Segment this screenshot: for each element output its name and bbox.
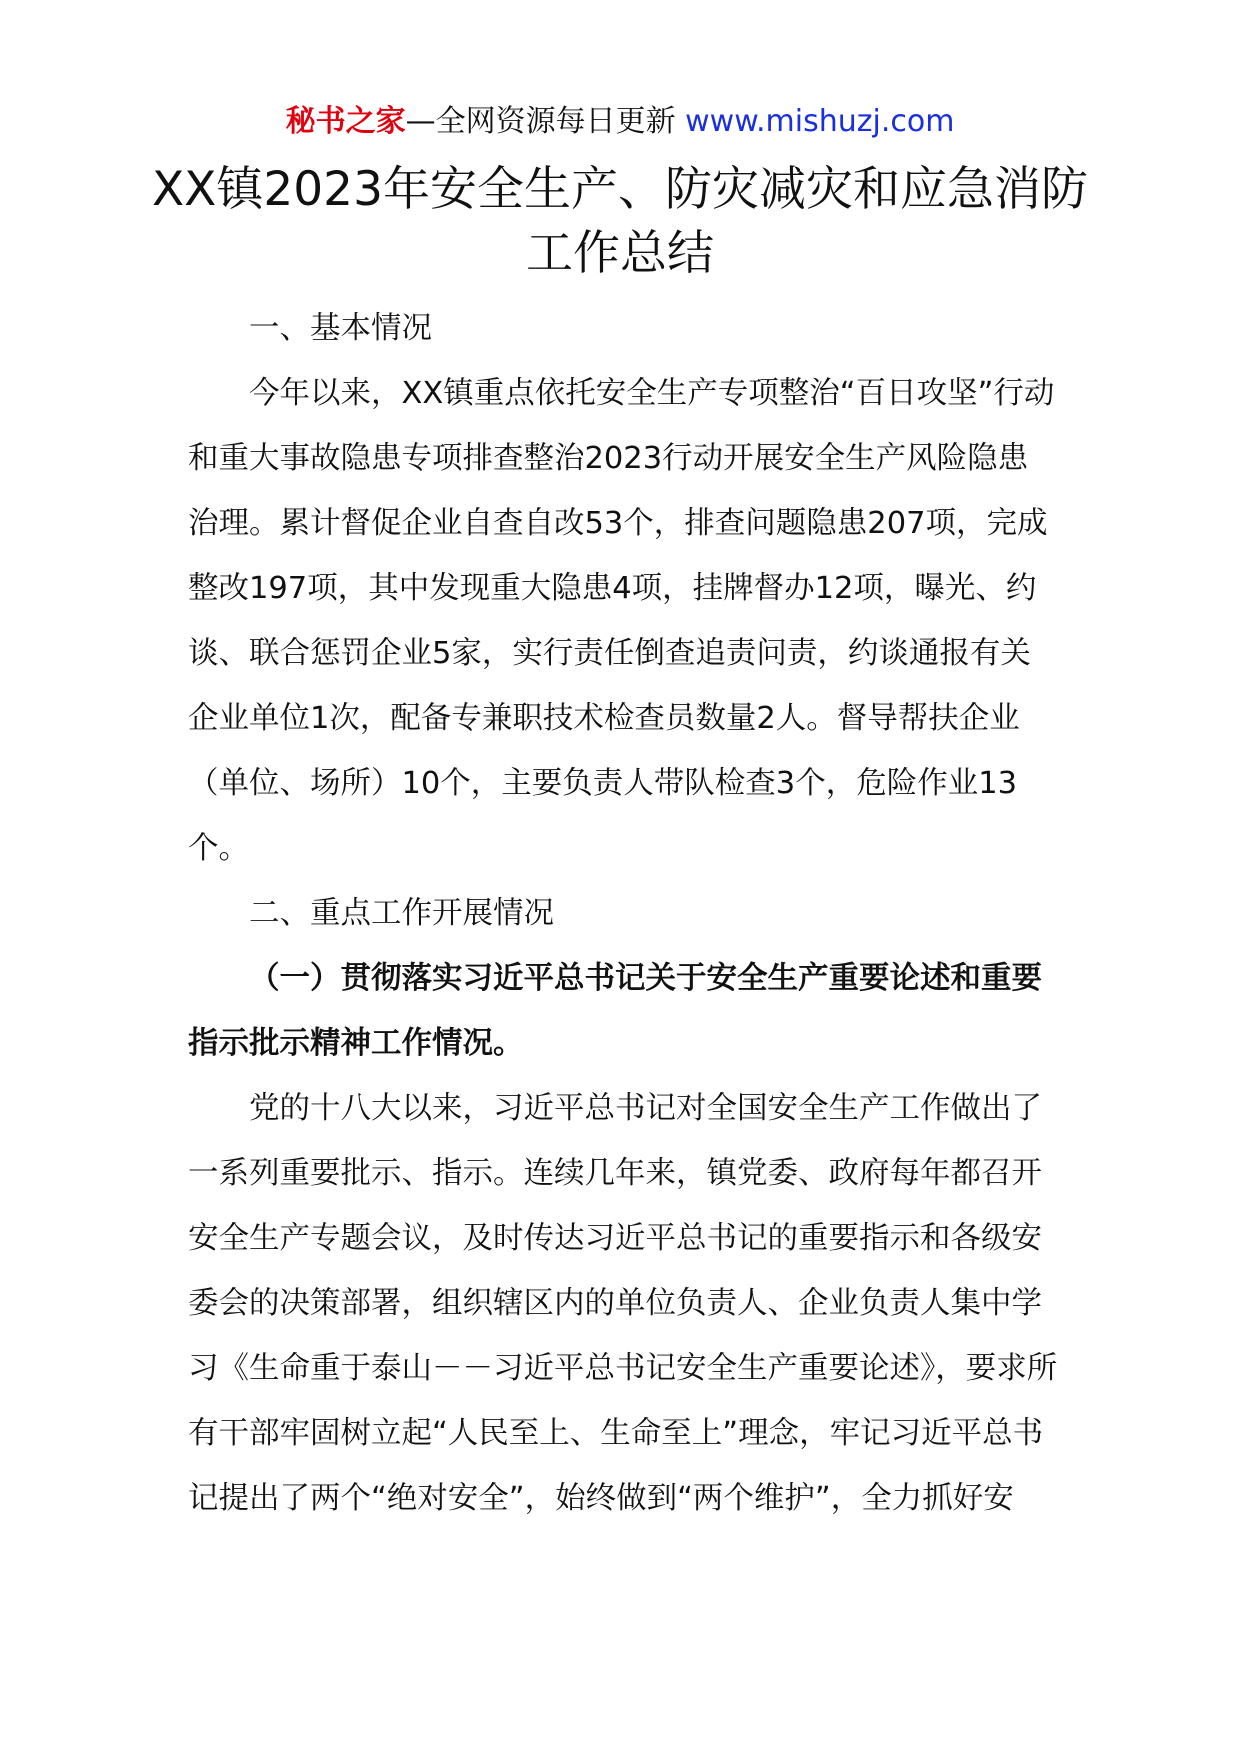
document-title: XX镇2023年安全生产、防灾减灾和应急消防工作总结 <box>151 162 1088 281</box>
brand-name: 秘书之家 <box>285 104 406 139</box>
section-heading-basic-info: 一、基本情况 <box>249 311 432 346</box>
paragraph-basic-info: 今年以来，XX镇重点依托安全生产专项整治“百日攻坚”行动和重大事故隐患专项排查整治2023行动开展安全生产风险隐患治理。累计督促企业自查自改53个，排查问题隐患207项，完成整改197项，其中发现重大隐患4项，挂牌督办12项，曝光、约谈、联合惩罚企业5家，实行责任倒查追责问责，约谈通报有关企业单位1次，配备专兼职技术检查员数量2人。督导帮扶企业（单位、场所）10个，主要负责人带队检查3个，危险作业13个。 <box>188 376 1055 866</box>
document-body <box>188 296 1058 1531</box>
source-header <box>0 100 1240 144</box>
section-heading-key-work: 二、重点工作开展情况 <box>249 896 554 931</box>
header-tagline: —全网资源每日更新 <box>405 104 676 139</box>
subsection-heading-1: （一）贯彻落实习近平总书记关于安全生产重要论述和重要指示批示精神工作情况。 <box>188 961 1042 1061</box>
site-url-link[interactable]: www.mishuzj.com <box>685 104 955 139</box>
paragraph-key-work-1: 党的十八大以来，习近平总书记对全国安全生产工作做出了一系列重要批示、指示。连续几年来，镇党委、政府每年都召开安全生产专题会议，及时传达习近平总书记的重要指示和各级安委会的决策部署，组织辖区内的单位负责人、企业负责人集中学习《生命重于泰山－－习近平总书记安全生产重要论述》，要求所有干部牢固树立起“人民至上、生命至上”理念，牢记习近平总书记提出了两个“绝对安全”，始终做到“两个维护”，全力抓好安 <box>188 1091 1058 1516</box>
